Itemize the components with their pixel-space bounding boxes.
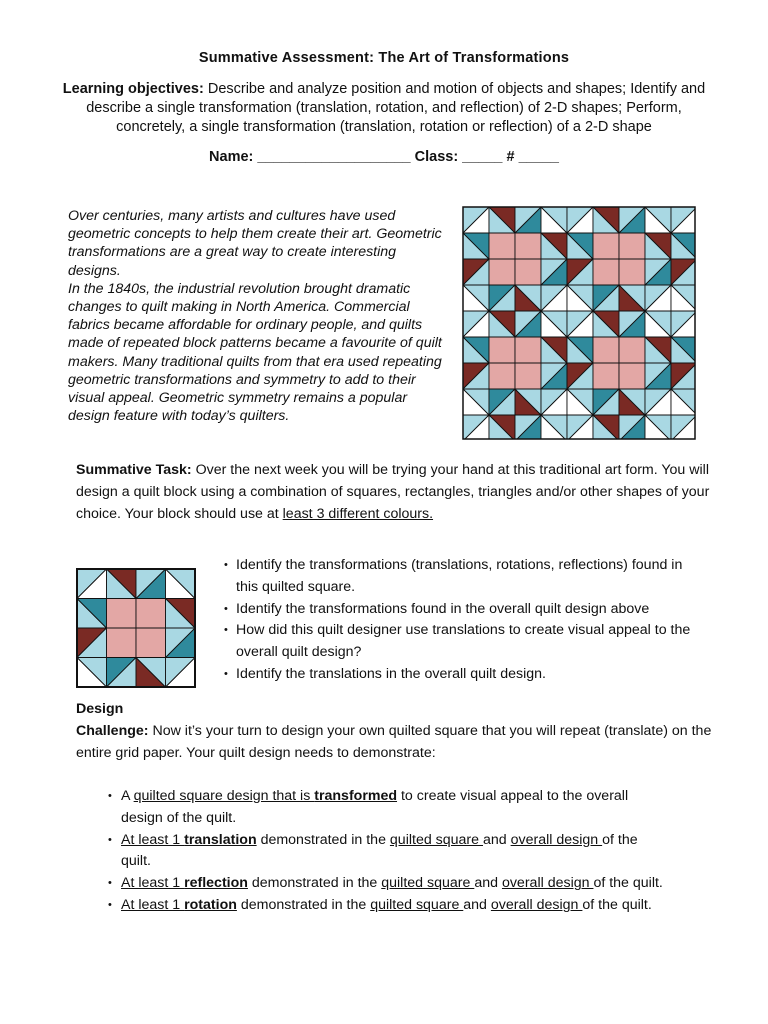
question-item: • Identify the translations in the overall quilt design. <box>224 664 704 686</box>
quilt-overall-image <box>462 206 696 440</box>
design-section <box>76 699 716 764</box>
quilted-square-image <box>76 568 196 688</box>
challenge-text: Now it’s your turn to design your own quilted square that you will repeat (translate) on the entire grid paper. Your quilt design needs to demonstrate: <box>76 722 712 761</box>
task-label: Summative Task: <box>76 462 192 478</box>
objectives-label: Learning objectives: <box>62 81 204 97</box>
question-item: • Identify the transformations (translations, rotations, reflections) found in this quilted square. <box>224 555 704 599</box>
requirement-item: • At least 1 translation demonstrated in the quilted square and overall design of the quilt. <box>108 830 668 874</box>
requirement-item: • At least 1 reflection demonstrated in the quilted square and overall design of the quilt. <box>108 873 668 895</box>
learning-objectives <box>50 80 718 137</box>
question-list <box>224 555 704 686</box>
task-text: Over the next week you will be trying your hand at this traditional art form. You will design a quilt block using a combination of squares, rectangles, triangles and/or other shapes of your choice. Your block should use at <box>76 462 710 522</box>
intro-paragraph-1: Over centuries, many artists and cultures have used geometric concepts to help them create their art. Geometric transformations are a great way to create interesting designs. <box>68 208 442 279</box>
requirement-item: • At least 1 rotation demonstrated in the quilted square and overall design of the quilt. <box>108 895 668 917</box>
objectives-text: Describe and analyze position and motion of objects and shapes; Identify and describe a single transformation (translation, rotation, and reflection) of 2-D shapes; Perform, concretely, a single transformation (translation, rotation or reflection) of a 2-D shape <box>86 81 706 135</box>
name-class-line: Name: ___________________ Class: _____ # _____ <box>209 149 559 165</box>
requirement-item: • A quilted square design that is transformed to create visual appeal to the overall design of the quilt. <box>108 786 668 830</box>
page-title: Summative Assessment: The Art of Transformations <box>198 50 570 66</box>
task-colours-requirement: least 3 different colours. <box>282 506 434 522</box>
question-item: • How did this quilt designer use translations to create visual appeal to the overall quilt design? <box>224 620 704 664</box>
question-item: • Identify the transformations found in the overall quilt design above <box>224 599 704 621</box>
intro-text <box>68 207 448 425</box>
design-heading: Design <box>76 701 124 717</box>
intro-paragraph-2: In the 1840s, the industrial revolution brought dramatic changes to quilt making in North America. Commercial fabrics became affordable for ordinary people, and quilts made of repeated block patterns became a favourite of quilt makers. Many traditional quilts from that era used repeating geometric transformations and symmetry to add to their visual appeal. Geometric symmetry remains a popular design feature with today’s quilters. <box>68 280 442 425</box>
challenge-label: Challenge: <box>76 722 149 739</box>
summative-task <box>76 459 716 525</box>
requirements-list <box>108 786 668 917</box>
